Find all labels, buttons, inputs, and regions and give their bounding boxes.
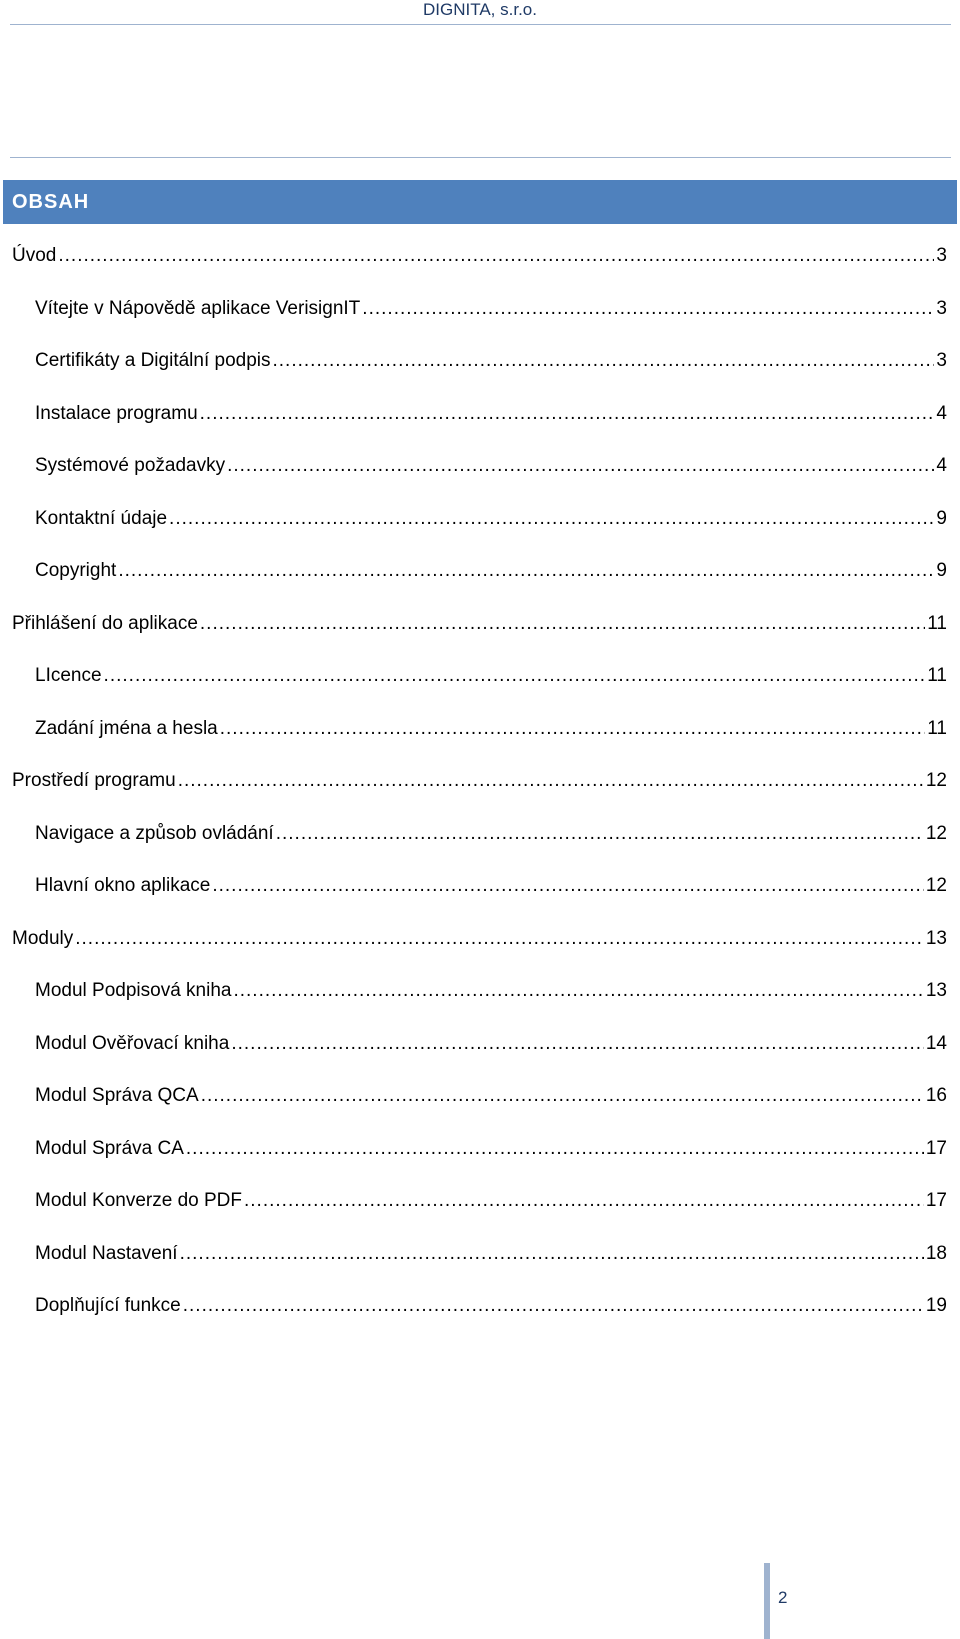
toc-entry-title: Úvod xyxy=(12,245,57,266)
toc-entry[interactable] xyxy=(0,559,960,612)
toc-entry[interactable] xyxy=(0,979,960,1032)
toc-entry-title: Modul Nastavení xyxy=(35,1242,178,1264)
toc-entry-page: 12 xyxy=(925,822,947,844)
toc-entry-title: Prostředí programu xyxy=(12,770,176,791)
toc-entry-title: Modul Podpisová kniha xyxy=(35,980,232,1001)
toc-dot-leader xyxy=(201,1084,924,1108)
toc-entry-title: Modul Správa CA xyxy=(35,1137,184,1159)
toc-entry-page: 3 xyxy=(936,297,947,319)
table-of-contents xyxy=(0,244,960,1347)
toc-entry-title: Kontaktní údaje xyxy=(35,507,168,529)
toc-entry[interactable] xyxy=(0,1242,960,1295)
toc-entry-title: LIcence xyxy=(35,665,102,686)
toc-dot-leader xyxy=(276,822,924,846)
toc-entry-title: Přihlášení do aplikace xyxy=(12,612,198,634)
toc-entry[interactable] xyxy=(0,402,960,455)
toc-dot-leader xyxy=(180,1242,924,1266)
toc-entry[interactable] xyxy=(0,874,960,927)
toc-entry[interactable] xyxy=(0,612,960,665)
toc-entry-title: Hlavní okno aplikace xyxy=(35,875,211,896)
toc-entry[interactable] xyxy=(0,244,960,297)
page-number: 2 xyxy=(778,1588,788,1607)
toc-dot-leader xyxy=(231,1032,924,1056)
toc-dot-leader xyxy=(244,1189,924,1213)
toc-entry-page: 14 xyxy=(925,1032,947,1054)
toc-dot-leader xyxy=(200,402,935,426)
toc-entry-page: 13 xyxy=(925,980,947,1001)
toc-entry-page: 17 xyxy=(925,1137,947,1159)
toc-entry[interactable] xyxy=(0,769,960,822)
toc-entry-page: 3 xyxy=(936,350,947,371)
toc-dot-leader xyxy=(104,664,926,688)
toc-entry-title: Copyright xyxy=(35,560,117,581)
toc-entry[interactable] xyxy=(0,297,960,350)
toc-entry-title: Modul Ověřovací kniha xyxy=(35,1032,230,1054)
toc-entry[interactable] xyxy=(0,507,960,560)
toc-entry[interactable] xyxy=(0,349,960,402)
section-heading-bar xyxy=(3,180,957,224)
toc-entry[interactable] xyxy=(0,1189,960,1242)
toc-entry-page: 13 xyxy=(925,927,947,949)
section-heading: OBSAH xyxy=(12,190,90,213)
toc-entry-page: 18 xyxy=(925,1242,947,1264)
toc-entry[interactable] xyxy=(0,822,960,875)
toc-entry[interactable] xyxy=(0,717,960,770)
toc-dot-leader xyxy=(169,507,934,531)
toc-dot-leader xyxy=(183,1294,924,1318)
toc-entry-page: 4 xyxy=(936,455,947,476)
toc-dot-leader xyxy=(233,979,923,1003)
toc-entry-title: Instalace programu xyxy=(35,402,198,424)
toc-dot-leader xyxy=(178,769,924,793)
toc-dot-leader xyxy=(220,717,926,741)
toc-dot-leader xyxy=(273,349,935,373)
toc-entry-title: Vítejte v Nápovědě aplikace VerisignIT xyxy=(35,297,361,319)
toc-dot-leader xyxy=(212,874,924,898)
toc-entry-page: 12 xyxy=(925,770,947,791)
header-rule xyxy=(10,24,951,25)
toc-entry-title: Certifikáty a Digitální podpis xyxy=(35,350,271,371)
page-number-marker xyxy=(764,1563,770,1639)
toc-dot-leader xyxy=(227,454,934,478)
toc-entry-page: 11 xyxy=(927,717,947,739)
toc-entry-page: 17 xyxy=(925,1190,947,1211)
toc-entry-title: Zadání jména a hesla xyxy=(35,717,218,739)
toc-entry[interactable] xyxy=(0,454,960,507)
document-header: DIGNITA, s.r.o. xyxy=(423,0,537,19)
toc-entry-title: Navigace a způsob ovládání xyxy=(35,822,274,844)
toc-entry-title: Modul Konverze do PDF xyxy=(35,1190,242,1211)
toc-entry-title: Moduly xyxy=(12,927,74,949)
toc-entry[interactable] xyxy=(0,664,960,717)
toc-entry[interactable] xyxy=(0,1084,960,1137)
toc-dot-leader xyxy=(362,297,934,321)
toc-entry[interactable] xyxy=(0,927,960,980)
toc-dot-leader xyxy=(200,612,925,636)
toc-entry-page: 9 xyxy=(936,507,947,529)
toc-entry-page: 11 xyxy=(927,612,947,634)
toc-entry-title: Modul Správa QCA xyxy=(35,1085,199,1106)
toc-entry-page: 12 xyxy=(925,875,947,896)
toc-entry-page: 16 xyxy=(925,1085,947,1106)
toc-entry-page: 11 xyxy=(927,665,947,686)
section-rule xyxy=(10,157,951,158)
toc-entry[interactable] xyxy=(0,1137,960,1190)
toc-dot-leader xyxy=(58,244,934,268)
toc-dot-leader xyxy=(186,1137,924,1161)
toc-entry-title: Systémové požadavky xyxy=(35,455,226,476)
toc-entry-page: 4 xyxy=(936,402,947,424)
toc-entry-page: 3 xyxy=(936,245,947,266)
toc-entry-page: 9 xyxy=(936,560,947,581)
toc-entry-title: Doplňující funkce xyxy=(35,1295,181,1316)
toc-entry-page: 19 xyxy=(925,1295,947,1316)
toc-entry[interactable] xyxy=(0,1032,960,1085)
toc-dot-leader xyxy=(75,927,924,951)
toc-entry[interactable] xyxy=(0,1294,960,1347)
toc-dot-leader xyxy=(118,559,934,583)
